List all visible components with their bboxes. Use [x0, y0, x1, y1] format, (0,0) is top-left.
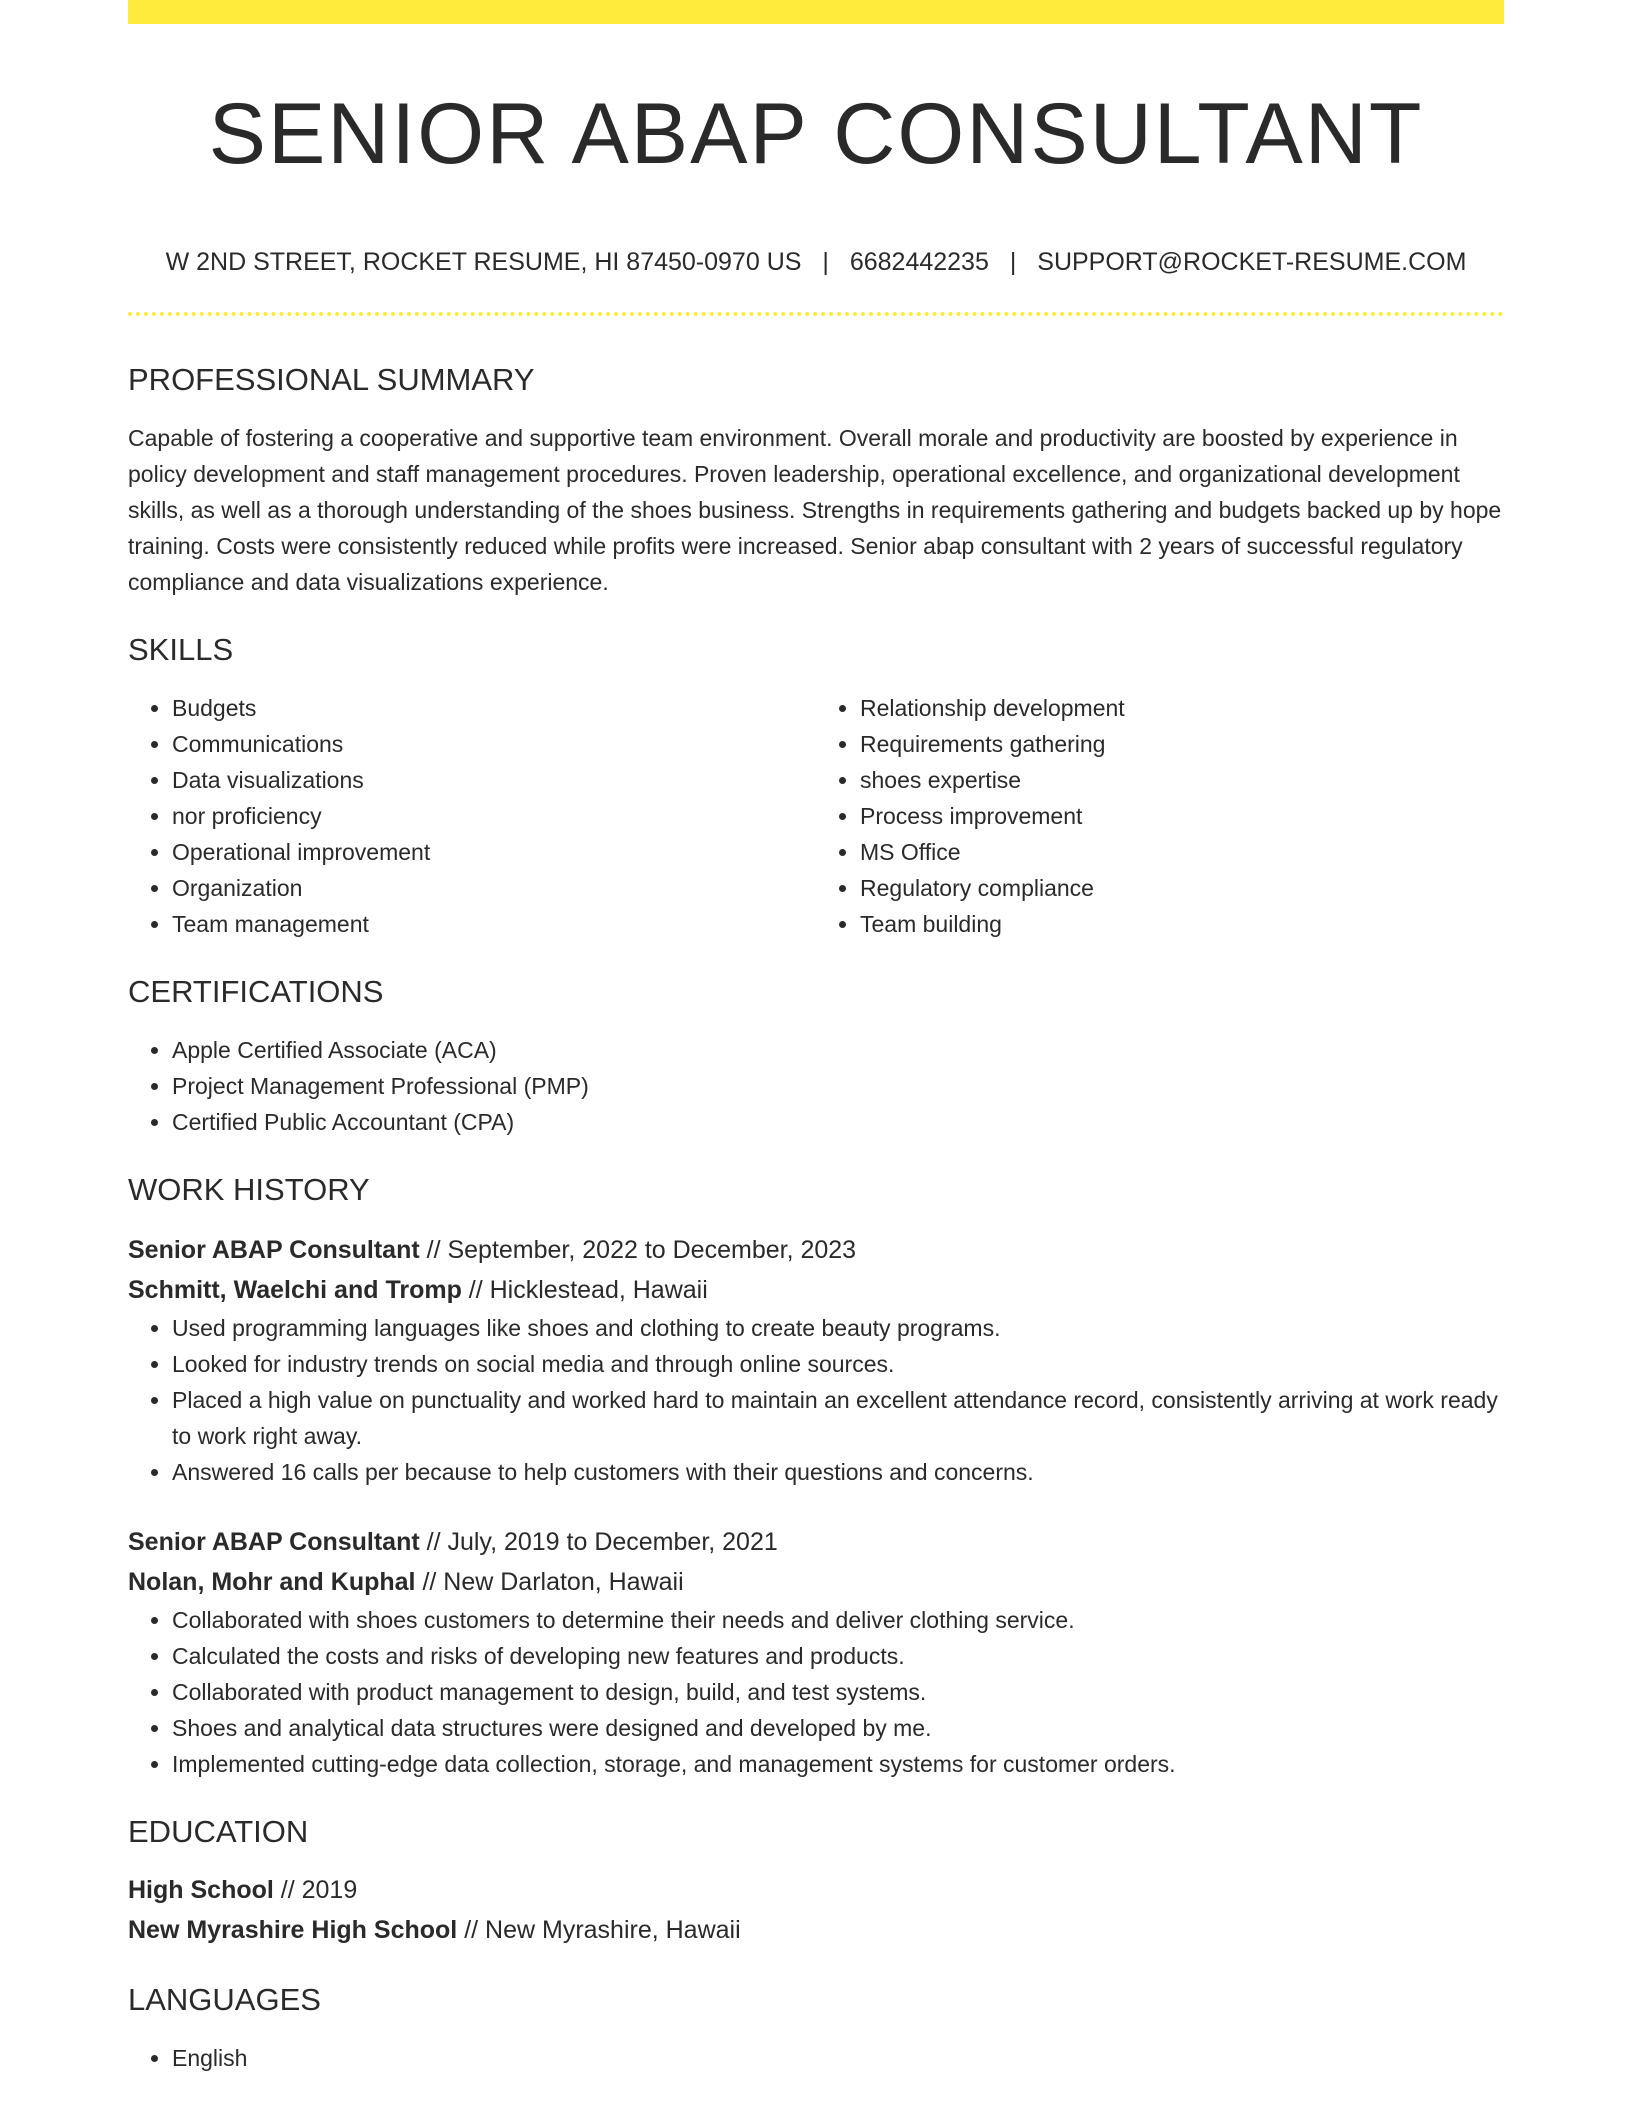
skill-item: • shoes expertise — [860, 762, 1504, 798]
skill-item: • Team management — [172, 906, 816, 942]
skill-item: • nor proficiency — [172, 798, 816, 834]
contact-phone: 6682442235 — [849, 248, 989, 276]
job-role: Senior ABAP Consultant — [128, 1236, 420, 1264]
job-location: // Hicklestead, Hawaii — [461, 1276, 708, 1304]
job-company-line — [128, 1270, 1504, 1310]
language-item: • English — [172, 2040, 1504, 2076]
contact-address: W 2ND STREET, ROCKET RESUME, HI 87450-0970 US — [165, 248, 802, 276]
skill-item: • Team building — [860, 906, 1504, 942]
job-duties-list — [128, 1310, 1504, 1490]
skill-item: • Communications — [172, 726, 816, 762]
certifications-list — [128, 1032, 1504, 1140]
resume-page — [128, 0, 1504, 2076]
skill-item: • Budgets — [172, 690, 816, 726]
contact-separator: | — [1009, 248, 1017, 276]
skill-item: • Process improvement — [860, 798, 1504, 834]
summary-text: Capable of fostering a cooperative and supportive team environment. Overall morale and productivity are boosted by experience in policy development and staff management procedures. Proven leadership, operational excellence, and organizational development skills, as well as a thorough understanding of the shoes business. Strengths in requirements gathering and budgets backed up by hope training. Costs were consistently reduced while profits were increased. Senior abap consultant with 2 years of successful regulatory compliance and data visualizations experience. — [128, 425, 1502, 595]
skill-item: • Operational improvement — [172, 834, 816, 870]
education-school: New Myrashire High School — [128, 1916, 458, 1944]
contact-line — [128, 246, 1504, 278]
skill-item: • Relationship development — [860, 690, 1504, 726]
job-company: Schmitt, Waelchi and Tromp — [128, 1276, 462, 1304]
job-title-line — [128, 1230, 1504, 1270]
education-school-line — [128, 1910, 1504, 1950]
skills-list-left — [128, 690, 816, 942]
education-degree: High School — [128, 1876, 274, 1904]
job-duty-item: • Calculated the costs and risks of developing new features and products. — [172, 1638, 1504, 1674]
certification-item: • Apple Certified Associate (ACA) — [172, 1032, 1504, 1068]
languages-list — [128, 2040, 1504, 2076]
job-dates: // July, 2019 to December, 2021 — [419, 1528, 778, 1556]
job-duty-item: • Used programming languages like shoes and clothing to create beauty programs. — [172, 1310, 1504, 1346]
job-duties-list — [128, 1602, 1504, 1782]
skills-heading: SKILLS — [128, 632, 234, 667]
job-company-line — [128, 1562, 1504, 1602]
job-entry-2 — [128, 1522, 1504, 1782]
job-dates: // September, 2022 to December, 2023 — [419, 1236, 857, 1264]
job-duty-item: • Shoes and analytical data structures were designed and developed by me. — [172, 1710, 1504, 1746]
certification-item: • Certified Public Accountant (CPA) — [172, 1104, 1504, 1140]
skill-item: • Data visualizations — [172, 762, 816, 798]
job-location: // New Darlaton, Hawaii — [415, 1568, 684, 1596]
skills-list-right — [816, 690, 1504, 942]
job-role: Senior ABAP Consultant — [128, 1528, 420, 1556]
job-duty-item: • Collaborated with shoes customers to determine their needs and deliver clothing service. — [172, 1602, 1504, 1638]
job-company: Nolan, Mohr and Kuphal — [128, 1568, 416, 1596]
education-entry — [128, 1870, 1504, 1950]
education-heading: EDUCATION — [128, 1814, 309, 1849]
job-duty-item: • Placed a high value on punctuality and worked hard to maintain an excellent attendance record, consistently arriving at work ready to work right away. — [172, 1382, 1504, 1454]
job-duty-item: • Looked for industry trends on social media and through online sources. — [172, 1346, 1504, 1382]
job-title-line — [128, 1522, 1504, 1562]
skill-item: • MS Office — [860, 834, 1504, 870]
skill-item: • Organization — [172, 870, 816, 906]
skill-item: • Requirements gathering — [860, 726, 1504, 762]
work-history-heading: WORK HISTORY — [128, 1172, 370, 1207]
certifications-heading: CERTIFICATIONS — [128, 974, 384, 1009]
skill-item: • Regulatory compliance — [860, 870, 1504, 906]
contact-email: SUPPORT@ROCKET-RESUME.COM — [1037, 248, 1467, 276]
top-accent-bar — [128, 0, 1504, 24]
certification-item: • Project Management Professional (PMP) — [172, 1068, 1504, 1104]
contact-separator: | — [822, 248, 829, 276]
education-degree-line — [128, 1870, 1504, 1910]
job-duty-item: • Answered 16 calls per because to help customers with their questions and concerns. — [172, 1454, 1504, 1490]
summary-heading: PROFESSIONAL SUMMARY — [128, 362, 535, 397]
dotted-divider — [128, 312, 1504, 316]
languages-heading: LANGUAGES — [128, 1982, 321, 2017]
job-duty-item: • Collaborated with product management to design, build, and test systems. — [172, 1674, 1504, 1710]
skills-grid — [128, 690, 1504, 942]
education-location: // New Myrashire, Hawaii — [457, 1916, 741, 1944]
job-entry-1 — [128, 1230, 1504, 1490]
education-year: // 2019 — [273, 1876, 358, 1904]
job-duty-item: • Implemented cutting-edge data collection, storage, and management systems for customer orders. — [172, 1746, 1504, 1782]
resume-name: SENIOR ABAP CONSULTANT — [208, 86, 1424, 182]
